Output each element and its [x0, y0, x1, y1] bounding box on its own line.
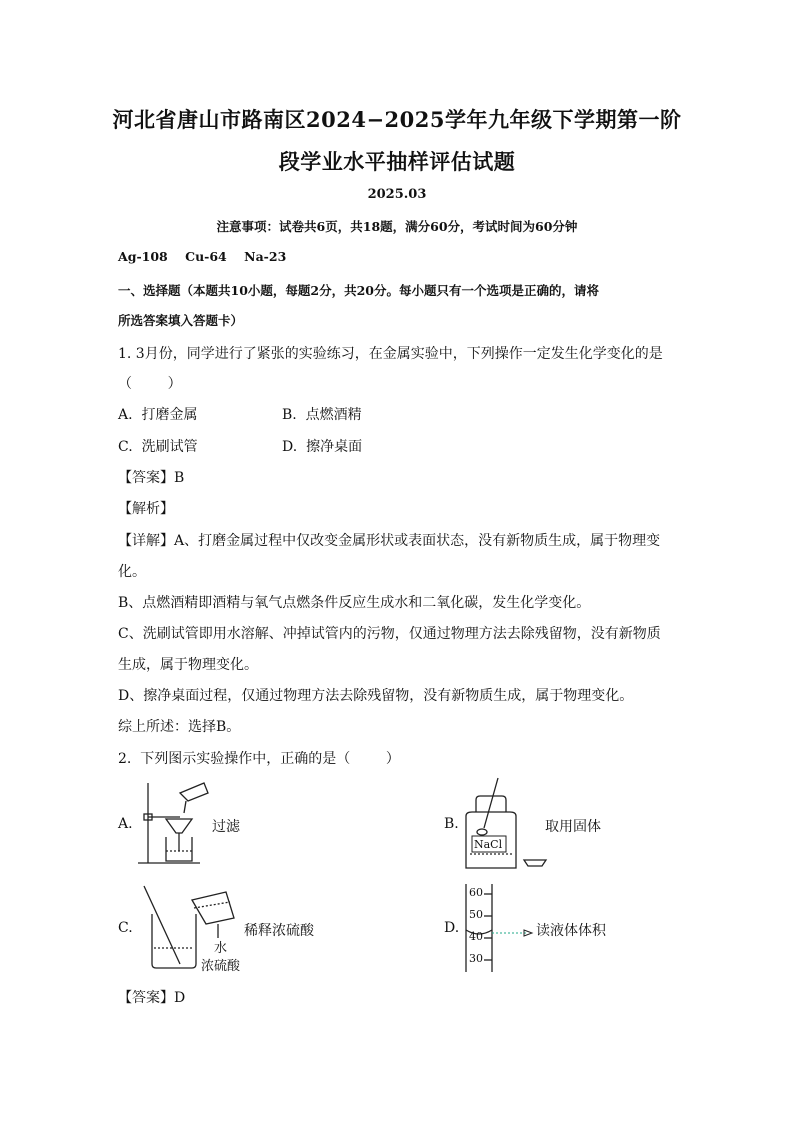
q2-option-b-caption: 取用固体 — [545, 819, 601, 835]
q1-detail-b: B、点燃酒精即酒精与氧气点燃条件反应生成水和二氧化碳，发生化学变化。 — [118, 595, 591, 611]
q2-option-d-tick-40: 40 — [469, 930, 483, 943]
atomic-masses: Ag-108 Cu-64 Na-23 — [118, 249, 287, 264]
q2-stem: 2. 下列图示实验操作中，正确的是（ ） — [118, 751, 400, 767]
q2-option-c-caption: 稀释浓硫酸 — [244, 923, 314, 939]
q2-option-d-tick-30: 30 — [469, 952, 483, 965]
notice: 注意事项：试卷共6页，共18题，满分60分，考试时间为60分钟 — [216, 219, 578, 234]
q1-option-a: A. 打磨金属 — [118, 407, 198, 423]
q1-option-d: D. 擦净桌面 — [282, 439, 363, 455]
q2-option-c-water-label: 水 — [214, 941, 228, 956]
q2-option-d-caption: 读液体体积 — [536, 923, 606, 939]
filtration-apparatus-figure — [130, 775, 210, 870]
q1-option-c: C. 洗刷试管 — [118, 439, 198, 455]
q1-stem-line-1: 1. 3月份，同学进行了紧张的实验练习，在金属实验中，下列操作一定发生化学变化的是 — [118, 346, 663, 362]
q1-detail-c-line-1: C、洗刷试管即用水溶解、冲掉试管内的污物，仅通过物理方法去除残留物，没有新物质 — [118, 626, 661, 642]
q1-option-b: B. 点燃酒精 — [282, 407, 362, 423]
reagent-bottle-figure — [462, 776, 550, 872]
q2-option-a-caption: 过滤 — [212, 819, 240, 835]
q2-option-d-tick-60: 60 — [469, 886, 483, 899]
q2-option-d-letter: D. — [444, 920, 460, 936]
q1-analysis-label: 【解析】 — [118, 501, 174, 517]
q2-option-c-letter: C. — [118, 920, 133, 936]
q2-option-b-bottle-label: NaCl — [474, 838, 503, 851]
q2-option-c-acid-label: 浓硫酸 — [201, 959, 241, 974]
q1-detail-line-1: 【详解】A、打磨金属过程中仅改变金属形状或表面状态，没有新物质生成，属于物理变 — [118, 533, 661, 549]
q2-option-b-letter: B. — [444, 816, 459, 832]
q1-detail-line-2: 化。 — [118, 564, 146, 580]
q1-stem-line-2: （ ） — [118, 376, 182, 392]
section-heading-line-2: 所选答案填入答题卡） — [118, 313, 244, 328]
q1-detail-c-line-2: 生成，属于物理变化。 — [118, 657, 258, 673]
q2-answer: 【答案】D — [118, 990, 186, 1006]
title-line-2: 段学业水平抽样评估试题 — [278, 149, 516, 174]
title-line-1: 河北省唐山市路南区2024−2025学年九年级下学期第一阶 — [112, 107, 682, 132]
q2-option-d-tick-50: 50 — [469, 908, 483, 921]
q1-summary: 综上所述：选择B。 — [118, 719, 241, 735]
q1-detail-d: D、擦净桌面过程，仅通过物理方法去除残留物，没有新物质生成，属于物理变化。 — [118, 688, 634, 704]
q1-answer: 【答案】B — [118, 470, 185, 486]
q2-option-a-letter: A. — [118, 816, 133, 832]
exam-date: 2025.03 — [367, 187, 427, 202]
section-heading-line-1: 一、选择题（本题共10小题，每题2分，共20分。每小题只有一个选项是正确的，请将 — [118, 283, 599, 298]
